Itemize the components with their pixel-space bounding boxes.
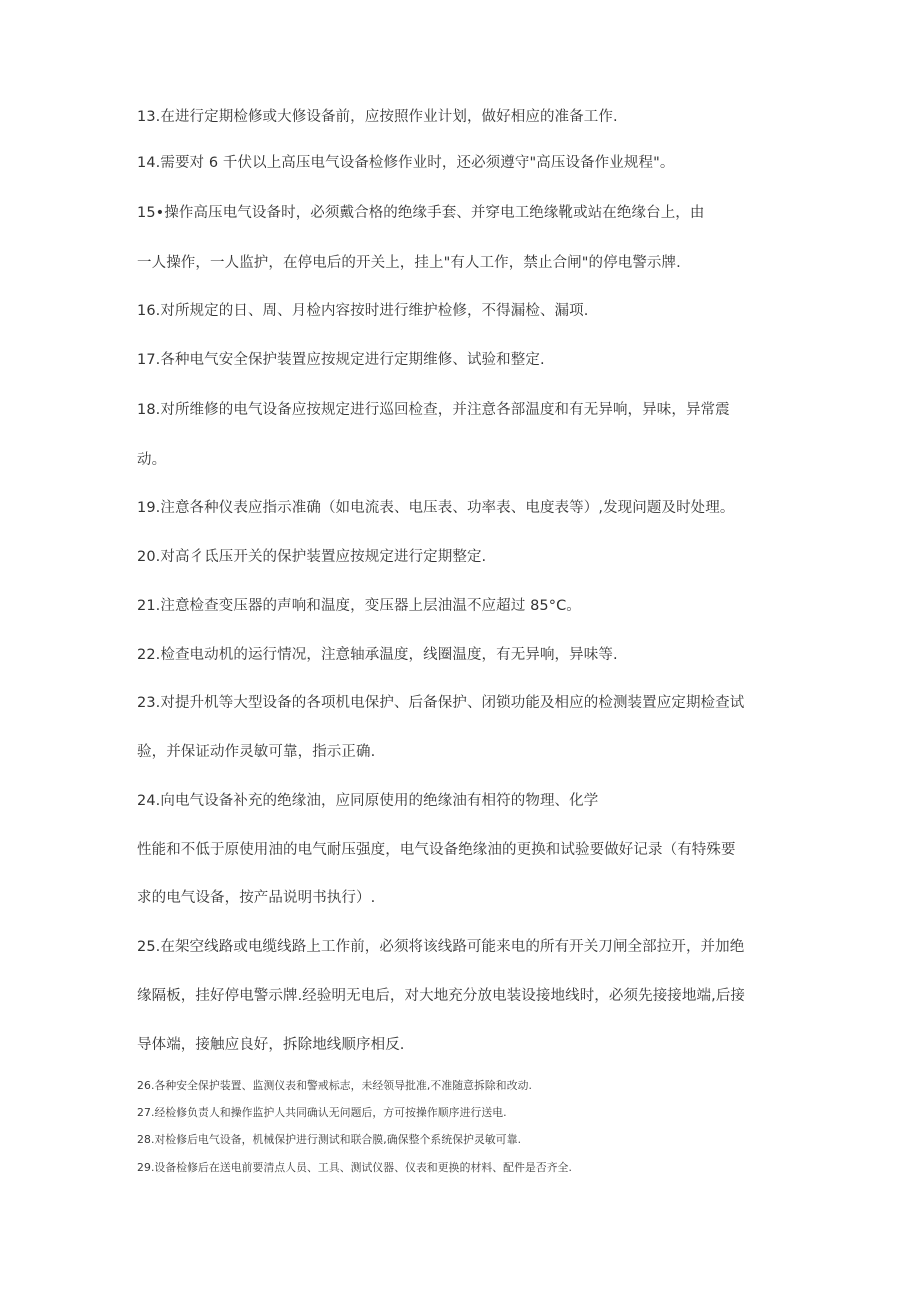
small-text-line: 28.对检修后电气设备，机械保护进行测试和联合膜,确保整个系统保护灵敏可靠. bbox=[137, 1133, 522, 1146]
text-line: 验，并保证动作灵敏可靠，指示正确. bbox=[137, 744, 376, 760]
text-line: 16.对所规定的日、周、月检内容按时进行维护检修，不得漏检、漏项. bbox=[137, 303, 589, 319]
text-line: 15•操作高压电气设备时，必须戴合格的绝缘手套、并穿电工绝缘靴或站在绝缘台上，由 bbox=[137, 205, 705, 221]
small-text-line: 29.设备检修后在送电前要清点人员、工具、测试仪器、仪表和更换的材料、配件是否齐全. bbox=[137, 1161, 573, 1174]
text-line: 导体端，接触应良好，拆除地线顺序相反. bbox=[137, 1037, 405, 1053]
text-line: 22.检查电动机的运行情况，注意轴承温度，线圈温度，有无异响，异味等. bbox=[137, 647, 618, 663]
text-line: 一人操作，一人监护，在停电后的开关上，挂上"有人工作，禁止合闸"的停电警示牌. bbox=[137, 255, 681, 271]
text-line: 25.在架空线路或电缆线路上工作前，必须将该线路可能来电的所有开关刀闸全部拉开，并加绝 bbox=[137, 939, 745, 955]
text-line: 24.向电气设备补充的绝缘油，应同原使用的绝缘油有相符的物理、化学 bbox=[137, 793, 599, 809]
text-line: 20.对高彳氐压开关的保护装置应按规定进行定期整定. bbox=[137, 549, 487, 565]
text-line: 17.各种电气安全保护装置应按规定进行定期维修、试验和整定. bbox=[137, 352, 545, 368]
text-line: 求的电气设备，按产品说明书执行）. bbox=[137, 890, 376, 906]
text-line: 23.对提升机等大型设备的各项机电保护、后备保护、闭锁功能及相应的检测装置应定期检查试 bbox=[137, 695, 745, 711]
small-text-line: 26.各种安全保护装置、监测仪表和警戒标志，未经领导批准,不准随意拆除和改动. bbox=[137, 1079, 533, 1092]
text-line: 19.注意各种仪表应指示准确（如电流表、电压表、功率表、电度表等）,发现问题及时处理。 bbox=[137, 500, 735, 516]
text-line: 缘隔板，挂好停电警示牌.经验明无电后，对大地充分放电装设接地线时，必须先接接地端,后接 bbox=[137, 988, 746, 1004]
text-line: 13.在进行定期检修或大修设备前，应按照作业计划，做好相应的准备工作. bbox=[137, 109, 618, 125]
text-line: 性能和不低于原使用油的电气耐压强度，电气设备绝缘油的更换和试验要做好记录（有特殊要 bbox=[137, 842, 736, 858]
text-line: 21.注意检查变压器的声响和温度，变压器上层油温不应超过 85°C。 bbox=[137, 598, 581, 614]
small-text-line: 27.经检修负责人和操作监护人共同确认无问题后，方可按操作顺序进行送电. bbox=[137, 1106, 507, 1119]
text-line: 18.对所维修的电气设备应按规定进行巡回检查，并注意各部温度和有无异响，异味，异常震 bbox=[137, 402, 730, 418]
text-line: 动。 bbox=[137, 452, 167, 468]
text-line: 14.需要对 6 千伏以上高压电气设备检修作业时，还必须遵守"高压设备作业规程"。 bbox=[137, 155, 675, 171]
